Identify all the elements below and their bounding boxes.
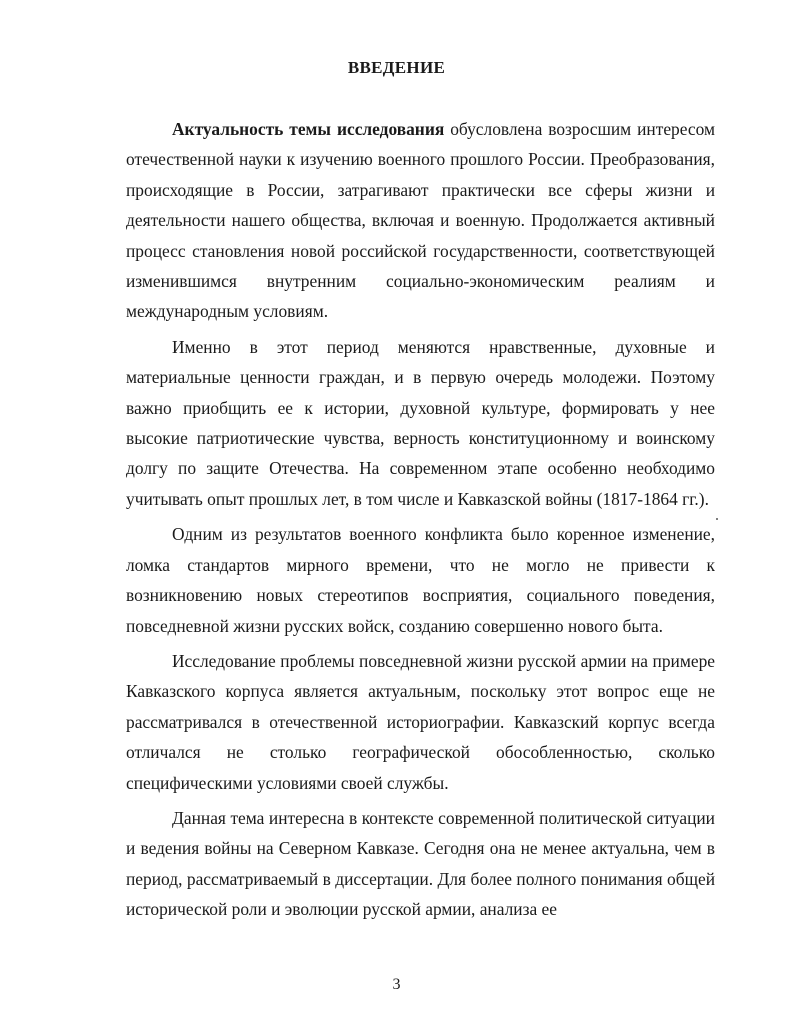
paragraph-text: обусловлена возросшим интересом отечественной науки к изучению военного прошлого России. Преобразования, происходящие в России, затрагивают практически все сферы жизни и деятельности нашего общества, включая и военную. Продолжается активный процесс становления новой российской государственности, соответствующей изменившимся внутренним социально-экономическим реалиям и международным условиям. [126,119,715,322]
page-title: ВВЕДЕНИЕ [347,58,446,77]
paragraph-2: Именно в этот период меняются нравственные, духовные и материальные ценности граждан, и в первую очередь молодежи. Поэтому важно приобщить ее к истории, духовной культуре, формировать у нее высокие патриотические чувства, верность конституционному и воинскому долгу по защите Отечества. На современном этапе особенно необходимо учитывать опыт прошлых лет, в том числе и Кавказской войны (1817-1864 гг.). [126,336,715,509]
scan-speck [716,518,718,520]
paragraph-4: Исследование проблемы повседневной жизни русской армии на примере Кавказского корпуса является актуальным, поскольку этот вопрос еще не рассматривался в отечественной историографии. Кавказский корпус всегда отличался не столько географической обособленностью, сколько специфическими условиями своей службы. [126,650,715,793]
paragraph-1 [126,114,715,327]
document-body [126,114,715,930]
paragraph-lead: Актуальность темы исследования [172,119,445,139]
page-number: 3 [392,976,401,993]
paragraph-5: Данная тема интересна в контексте современной политической ситуации и ведения войны на Северном Кавказе. Сегодня она не менее актуальна, чем в период, рассматриваемый в диссертации. Для более полного понимания общей исторической роли и эволюции русской армии, анализа ее [126,807,715,920]
paragraph-3: Одним из результатов военного конфликта было коренное изменение, ломка стандартов мирного времени, что не могло не привести к возникновению новых стереотипов восприятия, социального поведения, повседневной жизни русских войск, созданию совершенно нового быта. [126,524,715,636]
